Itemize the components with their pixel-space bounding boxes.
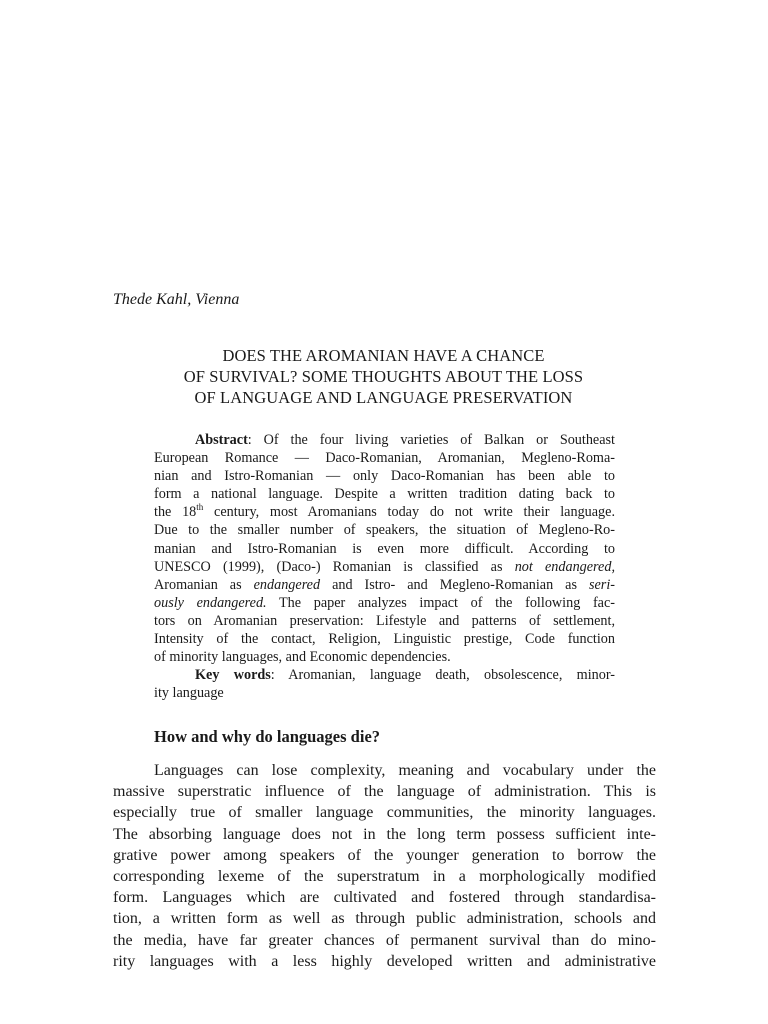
emphasis: endangered: [253, 576, 321, 593]
author-line: Thede Kahl, Vienna: [113, 291, 240, 308]
abstract-line: of minority languages, and Economic dependencies.: [154, 649, 451, 666]
abstract-line: tors on Aromanian preservation: Lifestyle and patterns of settlement,: [154, 612, 615, 629]
title-line: OF LANGUAGE AND LANGUAGE PRESERVATION: [194, 388, 573, 407]
abstract-line: Abstract: Of the four living varieties of Balkan or Southeast: [195, 432, 615, 448]
abstract-label: Abstract: [195, 432, 248, 448]
body-line: the media, have far greater chances of permanent survival than do mino-: [113, 931, 656, 949]
abstract-line: Due to the smaller number of speakers, the situation of Megleno-Ro-: [154, 522, 615, 539]
abstract-line: nian and Istro-Romanian — only Daco-Romanian has been able to: [154, 468, 615, 485]
keywords-line: ity language: [154, 685, 224, 702]
body-paragraph: [113, 760, 656, 972]
emphasis: not endangered,: [514, 558, 615, 575]
abstract-line: form a national language. Despite a written tradition dating back to: [154, 486, 615, 503]
title-line: DOES THE AROMANIAN HAVE A CHANCE: [222, 346, 545, 365]
emphasis: seri-: [588, 576, 615, 593]
abstract-line: Intensity of the contact, Religion, Linguistic prestige, Code function: [154, 631, 615, 648]
body-line: especially true of smaller language communities, the minority languages.: [113, 804, 656, 822]
abstract-line: European Romance — Daco-Romanian, Aromanian, Megleno-Roma-: [154, 450, 615, 467]
abstract-line: ously endangered. The paper analyzes impact of the following fac-: [154, 594, 615, 611]
body-line: corresponding lexeme of the superstratum in a morphologically modified: [113, 867, 656, 885]
emphasis: ously endangered.: [154, 594, 267, 611]
abstract-line: manian and Istro-Romanian is even more difficult. According to: [154, 540, 615, 557]
body-line: grative power among speakers of the younger generation to borrow the: [113, 846, 656, 864]
title-line: OF SURVIVAL? SOME THOUGHTS ABOUT THE LOSS: [183, 367, 584, 386]
body-line: rity languages with a less highly developed written and administrative: [113, 952, 656, 970]
abstract-line: Aromanian as endangered and Istro- and Megleno-Romanian as seri-: [154, 576, 615, 593]
superscript: th: [196, 502, 204, 513]
body-line: tion, a written form as well as through public administration, schools and: [113, 910, 656, 928]
section-heading: How and why do languages die?: [154, 727, 381, 746]
abstract-line: the 18th century, most Aromanians today do not write their language.: [154, 502, 615, 521]
body-line: form. Languages which are cultivated and fostered through standardisa-: [113, 889, 656, 907]
body-line: The absorbing language does not in the long term possess sufficient inte-: [113, 825, 656, 843]
paper-title: [113, 345, 654, 408]
abstract-line: UNESCO (1999), (Daco-) Romanian is classified as not endangered,: [154, 558, 615, 575]
body-line: Languages can lose complexity, meaning and vocabulary under the: [154, 762, 656, 779]
keywords-label: Key words: [195, 667, 271, 684]
abstract-block: [154, 431, 615, 702]
keywords-line: Key words: Aromanian, language death, obsolescence, minor-: [195, 667, 615, 684]
body-line: massive superstratic influence of the language of administration. This is: [113, 783, 656, 801]
